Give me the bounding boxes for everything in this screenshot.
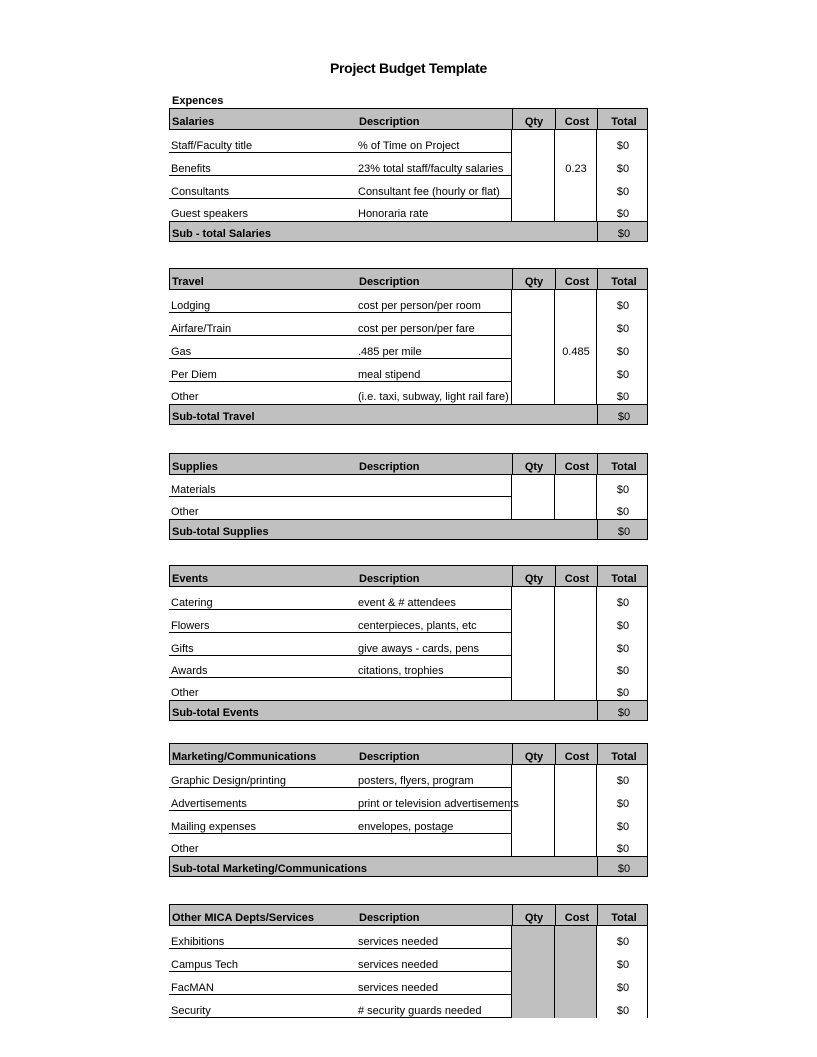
section-name: Salaries <box>172 116 215 128</box>
row-total: $0 <box>616 665 630 677</box>
table-header <box>169 743 648 765</box>
budget-table-3 <box>169 565 648 721</box>
row-item-name: Per Diem <box>171 369 217 381</box>
row-item-name: Flowers <box>171 620 210 632</box>
subtotal-divider <box>597 856 598 877</box>
table-row <box>169 788 648 811</box>
row-total: $0 <box>616 936 630 948</box>
subtotal-value: $0 <box>617 228 631 240</box>
table-header <box>169 268 648 290</box>
row-item-name: Awards <box>171 665 208 677</box>
table-row <box>169 633 648 656</box>
row-item-name: Other <box>171 687 199 699</box>
column-cost: Cost <box>564 116 590 128</box>
table-row <box>169 359 648 382</box>
table-row <box>169 765 648 788</box>
row-item-name: Lodging <box>171 300 211 312</box>
row-total: $0 <box>616 843 630 855</box>
column-description: Description <box>359 751 420 763</box>
row-item-name: Airfare/Train <box>171 323 232 335</box>
budget-table-2 <box>169 453 648 540</box>
header-divider <box>512 453 513 475</box>
row-item-name: Guest speakers <box>171 208 249 220</box>
table-body <box>169 926 648 1018</box>
subtotal-divider <box>597 700 598 721</box>
header-divider <box>597 268 598 290</box>
column-cost: Cost <box>564 461 590 473</box>
row-description: 23% total staff/faculty salaries <box>358 163 504 175</box>
table-body <box>169 130 648 221</box>
row-description: # security guards needed <box>358 1005 482 1017</box>
column-description: Description <box>359 116 420 128</box>
row-total: $0 <box>616 798 630 810</box>
table-header <box>169 453 648 475</box>
column-total: Total <box>611 461 637 473</box>
column-total: Total <box>611 276 637 288</box>
section-name: Marketing/Communications <box>172 751 317 763</box>
row-cost: 0.23 <box>565 163 587 175</box>
row-total: $0 <box>616 687 630 699</box>
table-body <box>169 765 648 856</box>
header-divider <box>555 453 556 475</box>
subtotal-row <box>169 404 648 425</box>
row-description: envelopes, postage <box>358 821 454 833</box>
subtotal-value: $0 <box>617 411 631 423</box>
row-total: $0 <box>616 821 630 833</box>
row-description: citations, trophies <box>358 665 444 677</box>
row-item-name: Mailing expenses <box>171 821 256 833</box>
subtotal-label: Sub-total Events <box>172 707 259 719</box>
header-divider <box>555 743 556 765</box>
row-description: give aways - cards, pens <box>358 643 480 655</box>
column-description: Description <box>359 276 420 288</box>
subtotal-row <box>169 856 648 877</box>
row-total: $0 <box>616 982 630 994</box>
row-total: $0 <box>616 484 630 496</box>
table-row <box>169 199 648 221</box>
table-row <box>169 587 648 610</box>
row-total: $0 <box>616 597 630 609</box>
table-row <box>169 497 648 519</box>
row-item-name: Other <box>171 506 199 518</box>
header-divider <box>555 268 556 290</box>
row-underline <box>169 1017 512 1018</box>
table-body <box>169 587 648 700</box>
column-total: Total <box>611 912 637 924</box>
table-row <box>169 290 648 313</box>
column-description: Description <box>359 912 420 924</box>
subtotal-divider <box>597 404 598 425</box>
subtotal-row <box>169 519 648 540</box>
row-description: services needed <box>358 936 439 948</box>
row-description: print or television advertisements <box>358 798 519 810</box>
table-row <box>169 926 648 949</box>
row-description: event & # attendees <box>358 597 456 609</box>
row-item-name: Gifts <box>171 643 194 655</box>
row-description: (i.e. taxi, subway, light rail fare) <box>358 391 509 403</box>
table-header <box>169 904 648 926</box>
table-row <box>169 678 648 700</box>
row-total: $0 <box>616 300 630 312</box>
row-total: $0 <box>616 208 630 220</box>
header-divider <box>597 453 598 475</box>
budget-table-0 <box>169 108 648 242</box>
table-body <box>169 290 648 404</box>
row-cost: 0.485 <box>562 346 590 358</box>
subtotal-divider <box>597 221 598 242</box>
subtotal-value: $0 <box>617 526 631 538</box>
column-qty: Qty <box>524 276 544 288</box>
table-row <box>169 972 648 995</box>
row-description: cost per person/per fare <box>358 323 475 335</box>
row-total: $0 <box>616 643 630 655</box>
table-row <box>169 313 648 336</box>
table-row <box>169 811 648 834</box>
row-description: % of Time on Project <box>358 140 460 152</box>
header-divider <box>597 743 598 765</box>
column-total: Total <box>611 751 637 763</box>
row-total: $0 <box>616 391 630 403</box>
row-description: .485 per mile <box>358 346 422 358</box>
column-total: Total <box>611 116 637 128</box>
row-item-name: Exhibitions <box>171 936 225 948</box>
column-total: Total <box>611 573 637 585</box>
table-row <box>169 610 648 633</box>
row-description: centerpieces, plants, etc <box>358 620 477 632</box>
row-item-name: FacMAN <box>171 982 214 994</box>
row-item-name: Campus Tech <box>171 959 239 971</box>
subtotal-row <box>169 700 648 721</box>
column-cost: Cost <box>564 751 590 763</box>
column-qty: Qty <box>524 912 544 924</box>
row-description: Consultant fee (hourly or flat) <box>358 186 500 198</box>
table-header <box>169 108 648 130</box>
column-qty: Qty <box>524 116 544 128</box>
subtotal-label: Sub - total Salaries <box>172 228 272 240</box>
table-row <box>169 949 648 972</box>
page-title: Project Budget Template <box>330 60 487 76</box>
table-row <box>169 475 648 497</box>
table-row <box>169 130 648 153</box>
subtotal-value: $0 <box>617 707 631 719</box>
table-row <box>169 995 648 1018</box>
table-row <box>169 382 648 404</box>
table-row <box>169 656 648 678</box>
header-divider <box>512 743 513 765</box>
subtotal-divider <box>597 519 598 540</box>
row-item-name: Other <box>171 391 199 403</box>
row-description: services needed <box>358 959 439 971</box>
row-total: $0 <box>616 620 630 632</box>
column-cost: Cost <box>564 573 590 585</box>
column-qty: Qty <box>524 751 544 763</box>
header-divider <box>597 904 598 926</box>
subtotal-row <box>169 221 648 242</box>
header-divider <box>597 565 598 587</box>
budget-table-1 <box>169 268 648 425</box>
budget-table-5 <box>169 904 648 1018</box>
row-total: $0 <box>616 346 630 358</box>
table-row <box>169 176 648 199</box>
row-total: $0 <box>616 506 630 518</box>
row-item-name: Catering <box>171 597 213 609</box>
section-name: Events <box>172 573 209 585</box>
header-divider <box>597 108 598 130</box>
subtotal-label: Sub-total Supplies <box>172 526 269 538</box>
row-total: $0 <box>616 775 630 787</box>
row-item-name: Security <box>171 1005 211 1017</box>
table-row <box>169 336 648 359</box>
expenses-label: Expences <box>172 95 224 107</box>
row-description: cost per person/per room <box>358 300 481 312</box>
section-name: Other MICA Depts/Services <box>172 912 315 924</box>
header-divider <box>512 565 513 587</box>
column-description: Description <box>359 573 420 585</box>
row-description: services needed <box>358 982 439 994</box>
table-row <box>169 153 648 176</box>
header-divider <box>512 268 513 290</box>
subtotal-label: Sub-total Travel <box>172 411 255 423</box>
row-total: $0 <box>616 140 630 152</box>
row-item-name: Graphic Design/printing <box>171 775 286 787</box>
header-divider <box>555 904 556 926</box>
header-divider <box>555 565 556 587</box>
row-total: $0 <box>616 163 630 175</box>
header-divider <box>512 108 513 130</box>
header-divider <box>555 108 556 130</box>
table-body <box>169 475 648 519</box>
table-header <box>169 565 648 587</box>
row-total: $0 <box>616 323 630 335</box>
row-total: $0 <box>616 186 630 198</box>
row-total: $0 <box>616 369 630 381</box>
row-item-name: Advertisements <box>171 798 247 810</box>
column-description: Description <box>359 461 420 473</box>
subtotal-label: Sub-total Marketing/Communications <box>172 863 367 875</box>
column-cost: Cost <box>564 276 590 288</box>
table-row <box>169 834 648 856</box>
row-item-name: Staff/Faculty title <box>171 140 253 152</box>
column-qty: Qty <box>524 461 544 473</box>
row-description: Honoraria rate <box>358 208 429 220</box>
section-name: Travel <box>172 276 204 288</box>
row-description: meal stipend <box>358 369 421 381</box>
row-item-name: Consultants <box>171 186 230 198</box>
column-qty: Qty <box>524 573 544 585</box>
row-total: $0 <box>616 1005 630 1017</box>
subtotal-value: $0 <box>617 863 631 875</box>
section-name: Supplies <box>172 461 218 473</box>
budget-table-4 <box>169 743 648 877</box>
row-total: $0 <box>616 959 630 971</box>
row-description: posters, flyers, program <box>358 775 474 787</box>
row-item-name: Gas <box>171 346 192 358</box>
row-item-name: Benefits <box>171 163 211 175</box>
row-item-name: Materials <box>171 484 216 496</box>
row-item-name: Other <box>171 843 199 855</box>
header-divider <box>512 904 513 926</box>
column-cost: Cost <box>564 912 590 924</box>
